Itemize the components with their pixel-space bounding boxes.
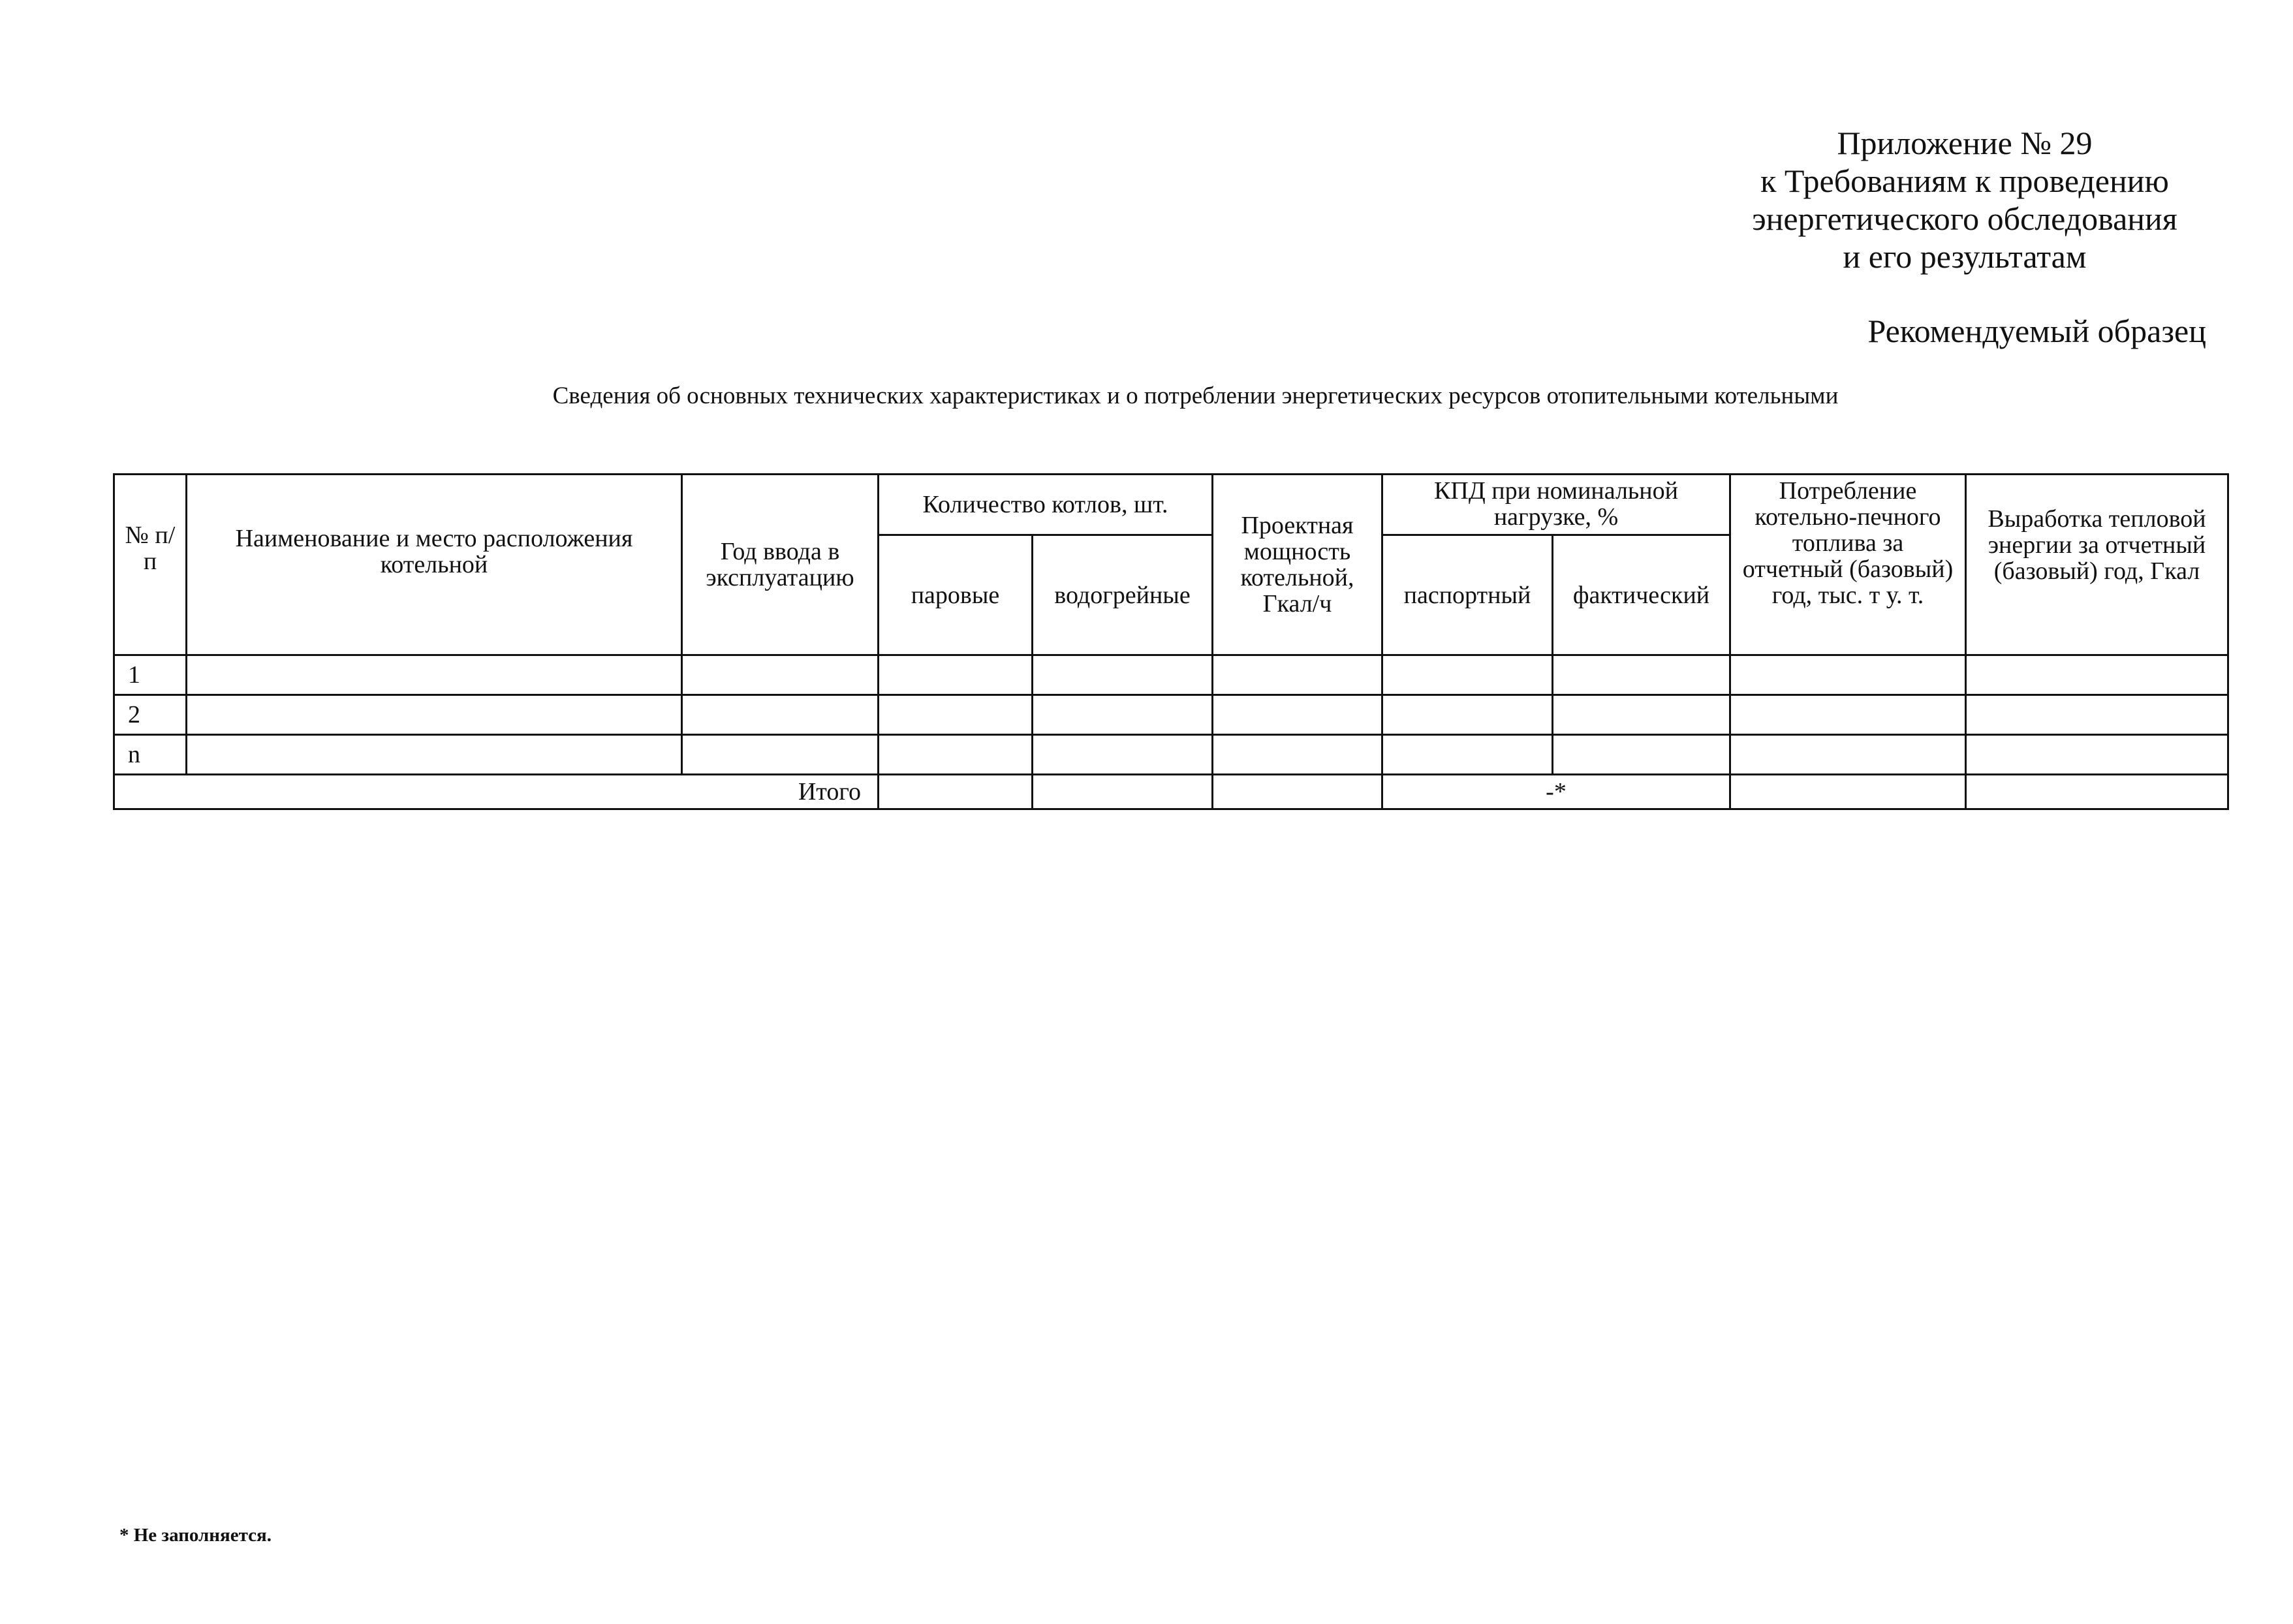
- total-row: [114, 775, 2228, 809]
- appendix-header: [1671, 124, 2258, 275]
- header-heat-production: [1966, 475, 2228, 655]
- table-cell: [1730, 695, 1966, 735]
- header-steam-boilers: паровые: [879, 535, 1033, 655]
- header-design-capacity-text: Проектная мощность котельной, Гкал/ч: [1240, 512, 1354, 617]
- header-hot-water-boilers: водогрейные: [1033, 535, 1213, 655]
- table-cell: [1213, 695, 1382, 735]
- header-fuel-consumption: [1730, 475, 1966, 655]
- table-cell: [1033, 775, 1213, 809]
- recommended-sample-label: Рекомендуемый образец: [1867, 313, 2206, 349]
- row-number: 1: [114, 655, 187, 695]
- total-efficiency-note: -*: [1382, 775, 1730, 809]
- header-efficiency-passport: паспортный: [1382, 535, 1553, 655]
- header-efficiency-actual: фактический: [1553, 535, 1730, 655]
- table-cell: [1033, 695, 1213, 735]
- table-cell: [187, 695, 682, 735]
- table-cell: [879, 735, 1033, 775]
- table-cell: [1730, 735, 1966, 775]
- header-number: [114, 475, 187, 655]
- appendix-line: энергетического обследования: [1752, 200, 2177, 237]
- table-cell: [879, 775, 1033, 809]
- header-name-location-text: Наименование и место расположения котельной: [235, 525, 633, 578]
- header-number-text: № п/п: [125, 522, 176, 575]
- table-cell: [1213, 655, 1382, 695]
- table-cell: [1033, 655, 1213, 695]
- table-row: [114, 735, 2228, 775]
- table-cell: [1966, 695, 2228, 735]
- table-cell: [1033, 735, 1213, 775]
- table-cell: [682, 695, 879, 735]
- table-cell: [1213, 735, 1382, 775]
- table-cell: [1213, 775, 1382, 809]
- appendix-line: Приложение № 29: [1837, 125, 2093, 161]
- table-cell: [1966, 655, 2228, 695]
- table-cell: [1553, 735, 1730, 775]
- table-cell: [879, 695, 1033, 735]
- table-cell: [879, 655, 1033, 695]
- table-cell: [682, 735, 879, 775]
- header-efficiency: КПД при номинальной нагрузке, %: [1382, 475, 1730, 535]
- header-heat-production-text: Выработка тепловой энергии за отчетный (базовый) год, Гкал: [1988, 505, 2206, 585]
- row-number: n: [114, 735, 187, 775]
- document-title: Сведения об основных технических характеристиках и о потреблении энергетических ресурсов отопительными котельными: [552, 383, 1839, 409]
- header-boiler-count: Количество котлов, шт.: [879, 475, 1213, 535]
- header-year: [682, 475, 879, 655]
- table-cell: [1382, 735, 1553, 775]
- table-cell: [1966, 775, 2228, 809]
- header-year-text: Год ввода в эксплуатацию: [706, 538, 854, 591]
- boiler-data-table: [113, 473, 2229, 810]
- appendix-line: к Требованиям к проведению: [1760, 163, 2169, 199]
- table-row: [114, 695, 2228, 735]
- table-cell: [1553, 655, 1730, 695]
- table-cell: [1553, 695, 1730, 735]
- header-fuel-consumption-text: Потребление котельно-печного топлива за отчетный (базовый) год, тыс. т у. т.: [1742, 477, 1954, 609]
- total-label: Итого: [114, 775, 879, 809]
- table-cell: [187, 655, 682, 695]
- footnote: * Не заполняется.: [119, 1525, 272, 1546]
- table-cell: [1382, 695, 1553, 735]
- header-name-location: [187, 475, 682, 655]
- table-cell: [1966, 735, 2228, 775]
- table-cell: [1382, 655, 1553, 695]
- table-cell: [1730, 655, 1966, 695]
- table-row: [114, 655, 2228, 695]
- header-design-capacity: [1213, 475, 1382, 655]
- row-number: 2: [114, 695, 187, 735]
- table-cell: [682, 655, 879, 695]
- table-cell: [187, 735, 682, 775]
- appendix-line: и его результатам: [1843, 238, 2087, 275]
- table-cell: [1730, 775, 1966, 809]
